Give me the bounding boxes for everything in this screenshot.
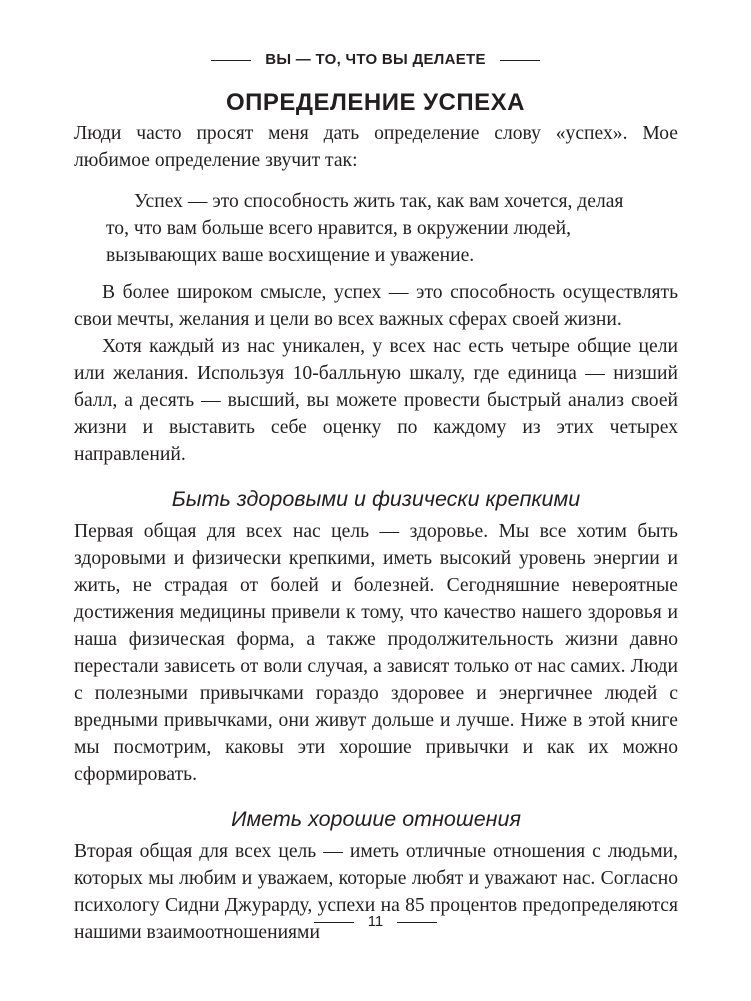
footer-rule-right bbox=[397, 922, 437, 923]
page-number: 11 bbox=[367, 913, 384, 930]
paragraph-intro: Люди часто просят меня дать определение слову «успех». Мое любимое определение звучит так: bbox=[74, 123, 678, 171]
page-title: ОПРЕДЕЛЕНИЕ УСПЕХА bbox=[225, 89, 525, 116]
running-head bbox=[0, 50, 751, 70]
running-head-text: ВЫ — ТО, ЧТО ВЫ ДЕЛАЕТЕ bbox=[265, 51, 486, 68]
running-head-rule-left bbox=[211, 60, 251, 61]
running-head-rule-right bbox=[500, 60, 540, 61]
paragraph-broad-sense: В более широком смысле, успех — это способность осуществлять свои мечты, желания и цели во всех важных сферах своей жизни. bbox=[74, 282, 678, 330]
section-heading-health: Быть здоровыми и физически крепкими bbox=[171, 487, 581, 511]
paragraph-health: Первая общая для всех нас цель — здоровье. Мы все хотим быть здоровыми и физически крепкими, иметь высокий уровень энергии и жить, не страдая от болей и болезней. Сегодняшние невероятные достижения медицины привели к тому, что качество нашего здоровья и наша физическая форма, а также продолжительность жизни давно перестали зависеть от воли случая, а зависят только от нас самих. Люди с полезными привычками гораздо здоровее и энергичнее людей с вредными привычками, они живут дольше и лучше. Ниже в этой книге мы посмотрим, каковы эти хорошие привычки и как их можно сформировать. bbox=[74, 521, 678, 785]
section-heading-relationships: Иметь хорошие отношения bbox=[231, 807, 521, 831]
body-text bbox=[74, 120, 678, 946]
paragraph-relationships: Вторая общая для всех цель — иметь отличные отношения с людьми, которых мы любим и уважаем, которые любят и уважают нас. Согласно психологу Сидни Джурарду, успехи на 85 процентов предопределяются нашими взаимоотношениями bbox=[74, 841, 678, 943]
page-footer bbox=[0, 912, 751, 932]
definition-quote: Успех — это способность жить так, как вам хочется, делая то, что вам больше всего нравится, в окружении людей, вызывающих ваше восхищение и уважение. bbox=[106, 191, 624, 266]
footer-rule-left bbox=[314, 922, 354, 923]
paragraph-four-goals: Хотя каждый из нас уникален, у всех нас есть четыре общие цели или желания. Используя 10-балльную шкалу, где единица — низший балл, а десять — высший, вы можете провести быстрый анализ своей жизни и выставить себе оценку по каждому из этих четырех направлений. bbox=[74, 336, 678, 465]
